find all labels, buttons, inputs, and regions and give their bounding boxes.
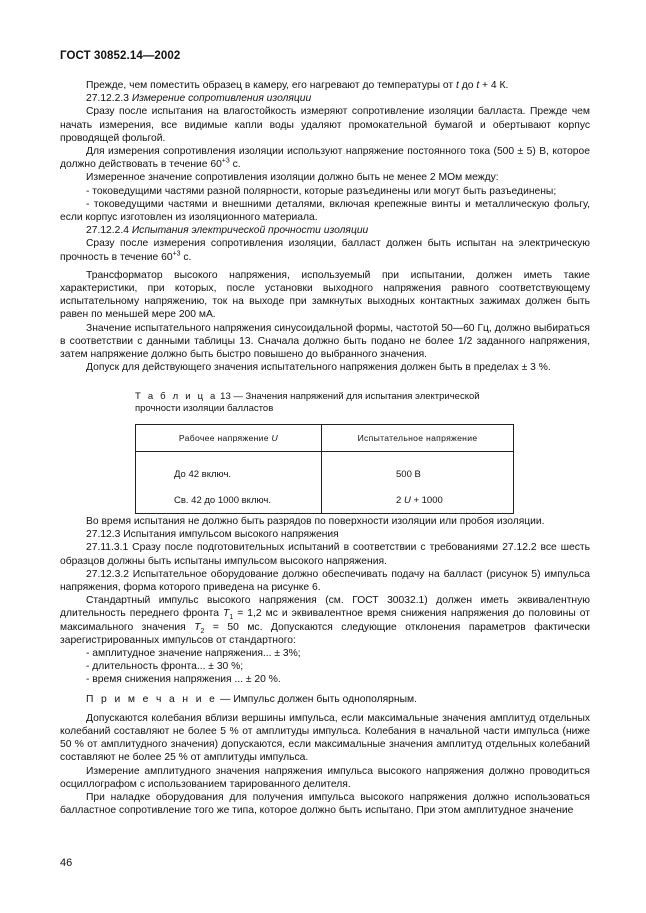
- lower-body-text: [60, 515, 590, 817]
- table-header-row: [136, 425, 514, 452]
- table-cell: 500 В: [322, 452, 514, 488]
- section-heading-impulse-test: 27.12.3 Испытания импульсом высокого напряжения: [86, 529, 339, 541]
- paragraph: Сразу после измерения сопротивления изоляции, балласт должен быть испытан на электрическую прочность в течение $60^{+3}$ с.: [60, 238, 590, 263]
- table-row: [136, 452, 514, 488]
- paragraph: 27.11.3.1 Сразу после подготовительных испытаний в соответствии с требованиями 27.12.2 все шесть образцов должны быть испытаны импульсом высокого напряжения.: [60, 542, 590, 567]
- table-row: [136, 487, 514, 514]
- table-cell: Св. 42 до 1000 включ.: [136, 487, 322, 514]
- table-cell: 2 U + 1000: [322, 487, 514, 514]
- paragraph: Стандартный импульс высокого напряжения (см. ГОСТ 30032.1) должен иметь эквивалентную длительность переднего фронта $T_1 = 1,2$ мс и эквивалентное время снижения напряжения до половины от максимального значения $T_2 = 50$ мс. Допускаются следующие отклонения параметров фактически зарегистрированных импульсов от стандартного:: [60, 595, 590, 646]
- paragraph: Сразу после испытания на влагостойкость измеряют сопротивление изоляции балласта. Прежде чем начать измерения, все видимые капли воды удаляют промокательной бумагой и обертывают корпус проводящей фольгой.: [60, 106, 590, 144]
- page-number: 46: [60, 857, 73, 869]
- paragraph: Трансформатор высокого напряжения, используемый при испытании, должен иметь такие характеристики, при которых, после установки выходного напряжения равного соответствующему испытательному напряжению, ток на выходе при замкнутых выходных контактных зажимах должен быть равен по меньшей мере 200 мА.: [60, 269, 590, 321]
- paragraph: При наладке оборудования для получения импульса высокого напряжения должно использоваться балластное сопротивление того же типа, которое должно быть испытано. При этом амплитудное значение: [60, 792, 590, 817]
- paragraph: Измеренное значение сопротивления изоляции должно быть не менее 2 МОм между:: [86, 172, 499, 184]
- note: П р и м е ч а н и е — Импульс должен быть однополярным.: [86, 693, 417, 705]
- section-heading-dielectric-strength: 27.12.2.4 Испытания электрической прочности изоляции: [86, 225, 369, 237]
- paragraph: 27.12.3.2 Испытательное оборудование должно обеспечивать подачу на балласт (рисунок 5) импульса напряжения, форма которого приведена на рисунке 6.: [60, 568, 590, 594]
- paragraph: Измерение амплитудного значения напряжения импульса высокого напряжения должно проводиться осциллографом с использованием тарированного делителя.: [60, 765, 590, 790]
- table-header-cell: Рабочее напряжение U: [136, 425, 322, 452]
- page-header: ГОСТ 30852.14—2002: [60, 50, 181, 62]
- paragraph: Для измерения сопротивления изоляции используют напряжение постоянного тока (500 ± 5) В, которое должно действовать в течение $60^{+3}$ с.: [60, 146, 590, 171]
- paragraph: Допускаются колебания вблизи вершины импульса, если максимальные значения амплитуд отдельных колебаний составляют не более 5 % от амплитуды импульса. Колебания в начальной части импульса (ниже 50 % от амплитудного значения) допускаются, если максимальные значения амплитуд отдельных колебаний составляют не более 25 % от амплитуды импульса.: [60, 712, 590, 764]
- table-caption: Т а б л и ц а 13 — Значения напряжений для испытания электрической прочности изоляции балластов: [135, 391, 480, 414]
- paragraph: Прежде, чем поместить образец в камеру, его нагревают до температуры от t до t + 4 К.: [86, 80, 509, 91]
- list-item: - амплитудное значение напряжения... ± 3%;: [86, 648, 301, 660]
- list-item: - длительность фронта... ± 30 %;: [86, 661, 244, 673]
- paragraph: Допуск для действующего значения испытательного напряжения должен быть в пределах ± 3 %.: [86, 362, 551, 374]
- list-item: - время снижения напряжения ... ± 20 %.: [86, 674, 281, 686]
- paragraph: Значение испытательного напряжения синусоидальной формы, частотой 50—60 Гц, должно выбираться в соответствии с данными таблицы 13. Сначала должно быть подано не более 1/2 заданного напряжения, затем напряжение должно быть быстро повышено до выбранного значения.: [60, 322, 590, 361]
- section-heading-insulation-resistance: 27.12.2.3 Измерение сопротивления изоляции: [86, 93, 312, 105]
- voltage-table: [135, 424, 514, 514]
- table-cell: До 42 включ.: [136, 452, 322, 488]
- upper-body-text: [60, 79, 590, 374]
- paragraph: Во время испытания не должно быть разрядов по поверхности изоляции или пробоя изоляции.: [86, 516, 545, 527]
- table-header-cell: Испытательное напряжение: [322, 425, 514, 452]
- list-item: - токоведущими частями разной полярности, которые разъединены или могут быть разъединены;: [86, 185, 557, 197]
- list-item: - токоведущими частями и внешними деталями, включая крепежные винты и металлическую фольгу, если корпус изготовлен из изоляционного материала.: [60, 198, 590, 224]
